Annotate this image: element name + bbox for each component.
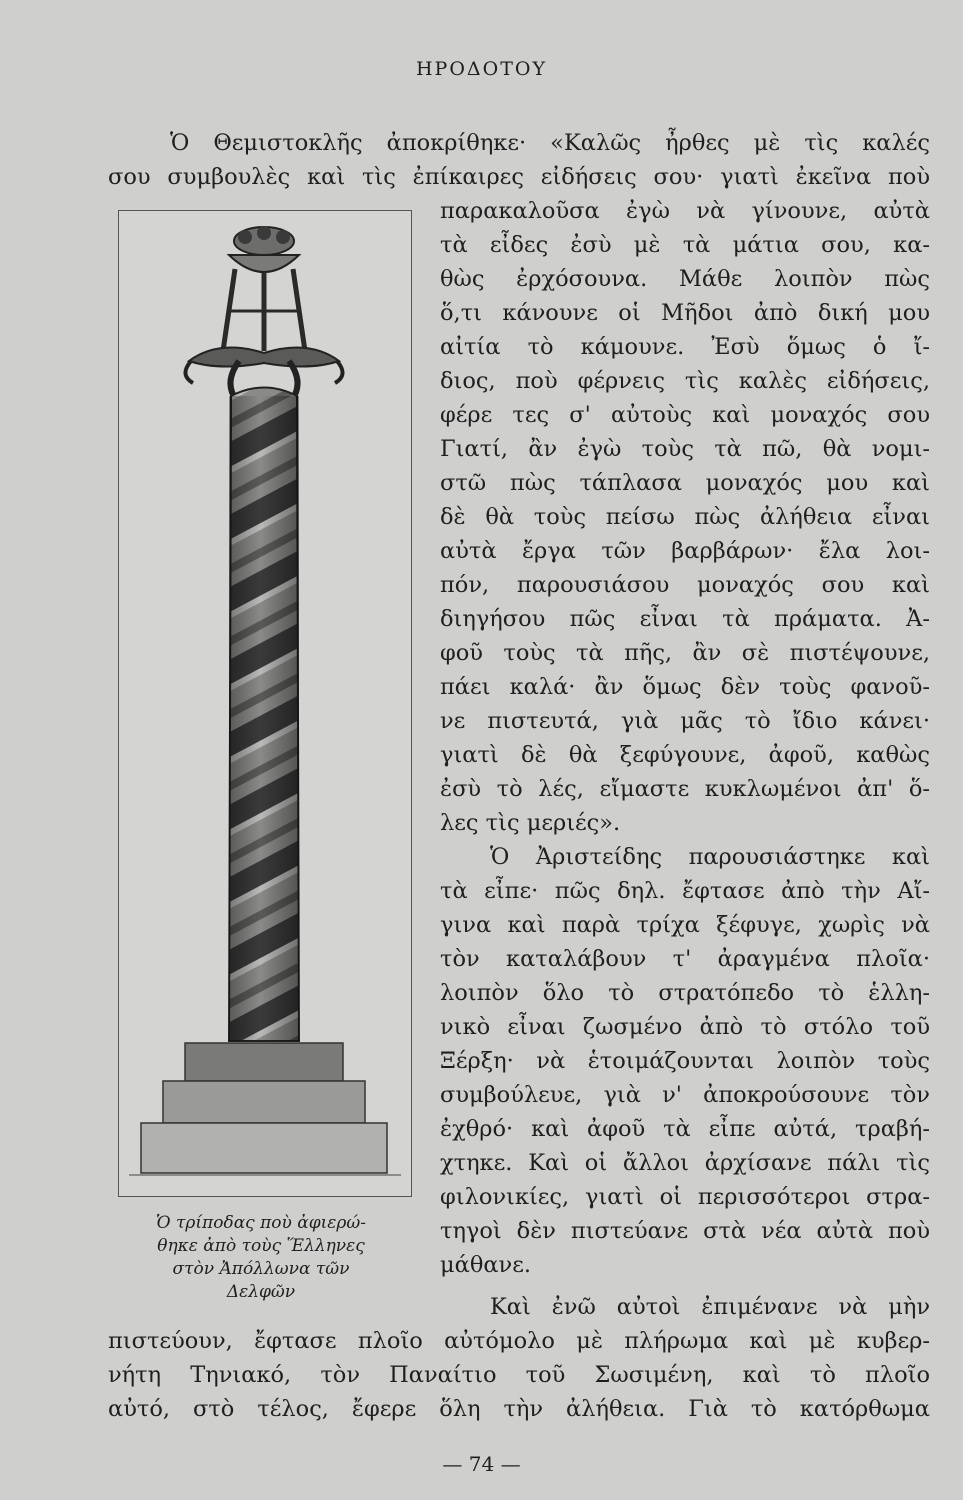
text-line: συμβούλευε, γιὰ ν' ἀποκρούσουνε τὸν bbox=[440, 1082, 930, 1108]
text-line: γιατὶ δὲ θὰ ξεφύγουνε, ἀφοῦ, καθὼς bbox=[440, 742, 930, 768]
text-line: φοῦ τοὺς τὰ πῆς, ἂν σὲ πιστέψουνε, bbox=[440, 640, 930, 666]
text-line: ἐσὺ τὸ λές, εἴμαστε κυκλωμένοι ἀπ' ὅ- bbox=[440, 776, 930, 802]
text-line: διος, ποὺ φέρνεις τὶς καλὲς εἰδήσεις, bbox=[440, 368, 930, 394]
text-line: τὸν καταλάβουν τ' ἀραγμένα πλοῖα· bbox=[440, 946, 930, 972]
text-line: γινα καὶ παρὰ τρίχα ξέφυγε, χωρὶς νὰ bbox=[440, 912, 930, 938]
caption-line: θηκε ἀπὸ τοὺς Ἕλληνες bbox=[157, 1236, 365, 1256]
caption-line: στὸν Ἀπόλλωνα τῶν bbox=[172, 1259, 350, 1279]
page-number: — 74 — bbox=[442, 1452, 521, 1476]
figure-caption bbox=[104, 1212, 418, 1304]
text-line: λες τὶς μεριές». bbox=[440, 810, 621, 836]
text-line: χτηκε. Καὶ οἱ ἄλλοι ἀρχίσανε πάλι τὶς bbox=[440, 1150, 930, 1176]
text-line: τηγοὶ δὲν πιστεύανε στὰ νέα αὐτὰ ποὺ bbox=[440, 1218, 930, 1244]
text-line: πιστεύουν, ἔφτασε πλοῖο αὐτόμολο μὲ πλήρωμα καὶ μὲ κυβερ- bbox=[108, 1328, 930, 1354]
text-line: πάει καλά· ἂν ὅμως δὲν τοὺς φανοῦ- bbox=[440, 674, 930, 700]
text-line: νήτη Τηνιακό, τὸν Παναίτιο τοῦ Σωσιμένη, καὶ τὸ πλοῖο bbox=[108, 1362, 930, 1388]
serpent-column-drawing bbox=[119, 211, 411, 1196]
text-line: αὐτό, στὸ τέλος, ἔφερε ὅλη τὴν ἀλήθεια. Γιὰ τὸ κατόρθωμα bbox=[108, 1396, 930, 1422]
text-line: αὐτὰ ἔργα τῶν βαρβάρων· ἔλα λοι- bbox=[440, 538, 930, 564]
text-line: αἰτία τὸ κάμουνε. Ἐσὺ ὅμως ὁ ἴ- bbox=[440, 334, 930, 360]
tripod-illustration bbox=[118, 210, 412, 1197]
text-line: Γιατί, ἂν ἐγὼ τοὺς τὰ πῶ, θὰ νομι- bbox=[440, 436, 930, 462]
caption-line: Δελφῶν bbox=[226, 1282, 296, 1302]
text-line: Ὁ Θεμιστοκλῆς ἀποκρίθηκε· «Καλῶς ἦρθες μὲ τὶς καλές bbox=[170, 130, 930, 156]
text-line: νικὸ εἶναι ζωσμένο ἀπὸ τὸ στόλο τοῦ bbox=[440, 1014, 930, 1040]
text-line: ὅ,τι κάνουνε οἱ Μῆδοι ἀπὸ δική μου bbox=[440, 300, 930, 326]
caption-line: Ὁ τρίποδας ποὺ ἀφιερώ- bbox=[155, 1213, 367, 1233]
text-line: διηγήσου πῶς εἶναι τὰ πράματα. Ἀ- bbox=[440, 606, 930, 632]
text-line: λοιπὸν ὅλο τὸ στρατόπεδο τὸ ἑλλη- bbox=[440, 980, 930, 1006]
text-line: φέρε τες σ' αὐτοὺς καὶ μοναχός σου bbox=[440, 402, 930, 428]
text-line: στῶ πὼς τάπλασα μοναχός μου καὶ bbox=[440, 470, 930, 496]
text-line: τὰ εἶπε· πῶς δηλ. ἔφτασε ἀπὸ τὴν Αἴ- bbox=[440, 878, 930, 904]
text-line: πόν, παρουσιάσου μοναχός σου καὶ bbox=[440, 572, 930, 598]
text-line: θὼς ἐρχόσουνα. Μάθε λοιπὸν πὼς bbox=[440, 266, 930, 292]
text-line: μάθανε. bbox=[440, 1252, 532, 1278]
text-line: δὲ θὰ τοὺς πείσω πὼς ἀλήθεια εἶναι bbox=[440, 504, 930, 530]
text-line: παρακαλοῦσα ἐγὼ νὰ γίνουνε, αὐτὰ bbox=[440, 198, 930, 224]
text-line: ἐχθρό· καὶ ἀφοῦ τὰ εἶπε αὐτά, τραβή- bbox=[440, 1116, 930, 1142]
text-line: σου συμβουλὲς καὶ τὶς ἐπίκαιρες εἰδήσεις σου· γιατὶ ἐκεῖνα ποὺ bbox=[108, 164, 930, 190]
text-line: Ξέρξη· νὰ ἑτοιμάζουνται λοιπὸν τοὺς bbox=[440, 1048, 930, 1074]
text-line: νε πιστευτά, γιὰ μᾶς τὸ ἴδιο κάνει· bbox=[440, 708, 930, 734]
text-line: φιλονικίες, γιατὶ οἱ περισσότεροι στρα- bbox=[440, 1184, 930, 1210]
text-line: Καὶ ἐνῶ αὐτοὶ ἐπιμένανε νὰ μὴν bbox=[490, 1294, 930, 1320]
text-line: Ὁ Ἀριστείδης παρουσιάστηκε καὶ bbox=[490, 844, 930, 870]
running-header: ΗΡΟΔΟΤΟΥ bbox=[415, 58, 548, 80]
text-line: τὰ εἶδες ἐσὺ μὲ τὰ μάτια σου, κα- bbox=[440, 232, 930, 258]
